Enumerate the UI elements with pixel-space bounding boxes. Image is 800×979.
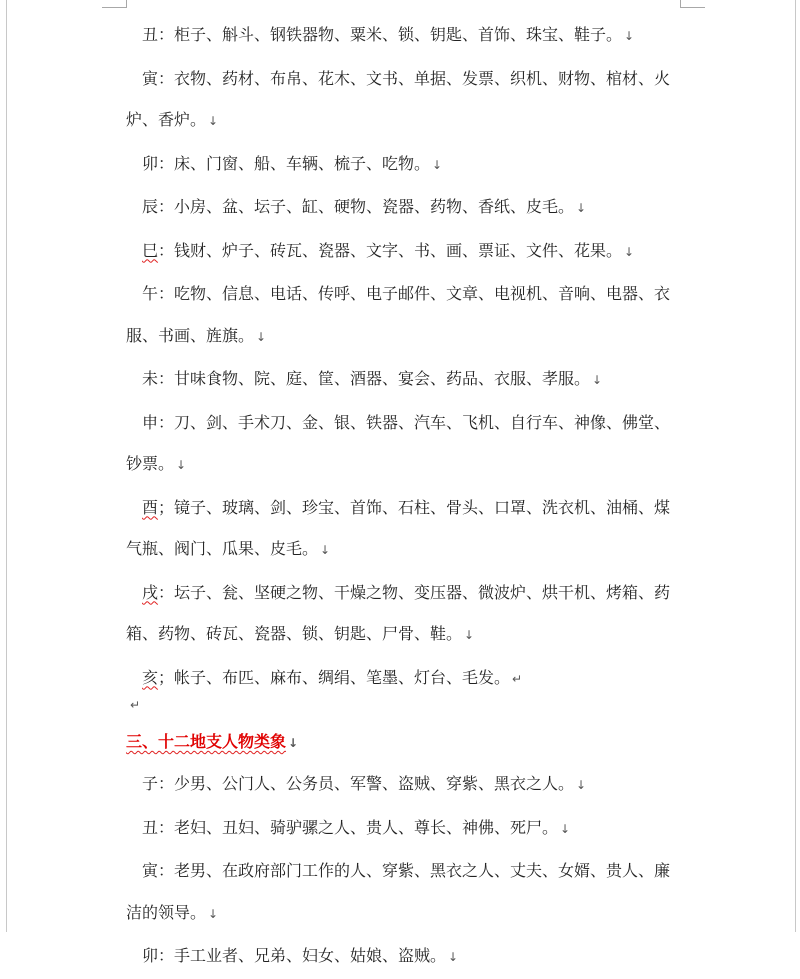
separator: ： <box>158 153 175 173</box>
paragraph-text: 老妇、丑妇、骑驴骡之人、贵人、尊长、神佛、死尸。 <box>174 817 559 837</box>
paragraph-text: 刀、剑、手术刀、金、银、铁器、汽车、飞机、自行车、神像、佛堂、钞票。 <box>126 412 671 473</box>
branch-label: 卯 <box>142 946 159 965</box>
branch-label: 丑 <box>142 25 159 44</box>
branch-label: 卯 <box>142 153 159 173</box>
branch-label: 亥 <box>142 667 159 687</box>
paragraph-text: 甘味食物、院、庭、筐、酒器、宴会、药品、衣服、孝服。 <box>174 369 591 388</box>
paragraph[interactable] <box>126 186 676 230</box>
crop-mark-right <box>680 0 705 8</box>
persons-section <box>126 763 676 979</box>
separator: ； <box>158 497 175 517</box>
branch-label: 午 <box>142 284 159 303</box>
line-break-mark-icon: ↓ <box>560 821 571 836</box>
paragraph[interactable] <box>126 358 676 402</box>
paragraph[interactable] <box>126 935 676 979</box>
line-break-mark-icon: ↓ <box>624 244 635 259</box>
separator: ： <box>158 412 175 432</box>
paragraph[interactable] <box>126 487 676 572</box>
line-break-mark-icon: ↓ <box>576 201 587 215</box>
separator: ： <box>158 817 175 837</box>
line-break-mark-icon: ↓ <box>624 29 635 43</box>
paragraph[interactable] <box>126 657 676 701</box>
paragraph[interactable] <box>126 850 676 935</box>
crop-mark-left <box>102 0 127 8</box>
paragraph-text: 吃物、信息、电话、传呼、电子邮件、文章、电视机、音响、电器、衣服、书画、旌旗。 <box>126 284 671 345</box>
branch-label: 酉 <box>142 497 159 517</box>
paragraph-text: 手工业者、兄弟、妇女、姑娘、盗贼。 <box>174 946 447 965</box>
paragraph-text: 镜子、玻璃、剑、珍宝、首饰、石柱、骨头、口罩、洗衣机、油桶、煤气瓶、阀门、瓜果、皮毛。 <box>126 497 671 558</box>
paragraph-text: 帐子、布匹、麻布、绸绢、笔墨、灯台、毛发。 <box>174 667 511 687</box>
paragraph[interactable] <box>126 14 676 58</box>
branch-label: 巳 <box>142 240 159 260</box>
line-break-mark-icon: ↓ <box>576 778 587 792</box>
paragraph[interactable] <box>126 230 676 274</box>
branch-label: 未 <box>142 369 159 388</box>
line-break-mark-icon: ↓ <box>592 373 603 387</box>
branch-label: 申 <box>142 412 159 432</box>
branch-label: 寅 <box>142 68 159 88</box>
line-break-mark-icon: ↵ <box>512 671 523 686</box>
separator: ： <box>158 369 175 388</box>
separator: ： <box>158 68 175 88</box>
line-break-mark-icon: ↓ <box>288 736 299 750</box>
paragraph[interactable] <box>126 402 676 487</box>
line-break-mark-icon: ↓ <box>432 157 443 172</box>
paragraph[interactable] <box>126 807 676 851</box>
line-break-mark-icon: ↓ <box>208 114 219 128</box>
separator: ： <box>158 946 175 965</box>
separator: ； <box>158 667 175 687</box>
separator: ： <box>158 582 175 602</box>
paragraph[interactable] <box>126 58 676 143</box>
objects-section <box>126 14 676 700</box>
heading-text: 三、十二地支人物类象 <box>126 732 287 751</box>
line-break-mark-icon: ↓ <box>256 329 267 344</box>
line-break-mark-icon: ↓ <box>320 543 331 557</box>
separator: ： <box>158 774 175 793</box>
paragraph-text: 床、门窗、船、车辆、梳子、吃物。 <box>174 153 431 173</box>
separator: ： <box>158 861 175 880</box>
paragraph[interactable] <box>126 572 676 657</box>
line-break-mark-icon: ↓ <box>176 458 187 472</box>
branch-label: 戌 <box>142 582 159 602</box>
separator: ： <box>158 25 175 44</box>
paragraph[interactable] <box>126 143 676 187</box>
separator: ： <box>158 197 175 216</box>
paragraph[interactable] <box>126 763 676 807</box>
paragraph[interactable] <box>126 273 676 358</box>
paragraph-text: 小房、盆、坛子、缸、硬物、瓷器、药物、香纸、皮毛。 <box>174 197 575 216</box>
paragraph-text: 钱财、炉子、砖瓦、瓷器、文字、书、画、票证、文件、花果。 <box>174 240 623 260</box>
separator: ： <box>158 284 175 303</box>
separator: ： <box>158 240 175 260</box>
line-break-mark-icon: ↓ <box>464 628 475 642</box>
line-break-mark-icon: ↓ <box>448 950 459 964</box>
document-body[interactable] <box>126 14 676 979</box>
paragraph-text: 柜子、斛斗、钢铁器物、粟米、锁、钥匙、首饰、珠宝、鞋子。 <box>174 25 623 44</box>
branch-label: 子 <box>142 774 159 793</box>
paragraph-text: 老男、在政府部门工作的人、穿紫、黑衣之人、丈夫、女婿、贵人、廉洁的领导。 <box>126 861 671 922</box>
empty-paragraph[interactable] <box>126 700 676 722</box>
paragraph-text: 少男、公门人、公务员、军警、盗贼、穿紫、黑衣之人。 <box>174 774 575 793</box>
paragraph-text: 坛子、瓮、坚硬之物、干燥之物、变压器、微波炉、烘干机、烤箱、药箱、药物、砖瓦、瓷器、锁、钥匙、尸骨、鞋。 <box>126 582 671 643</box>
branch-label: 寅 <box>142 861 159 880</box>
paragraph-mark-icon: ↵ <box>130 698 141 712</box>
branch-label: 丑 <box>142 817 159 837</box>
paragraph-text: 衣物、药材、布帛、花木、文书、单据、发票、织机、财物、棺材、火炉、香炉。 <box>126 68 671 129</box>
section-heading[interactable] <box>126 722 676 763</box>
branch-label: 辰 <box>142 197 159 216</box>
line-break-mark-icon: ↓ <box>208 906 219 921</box>
